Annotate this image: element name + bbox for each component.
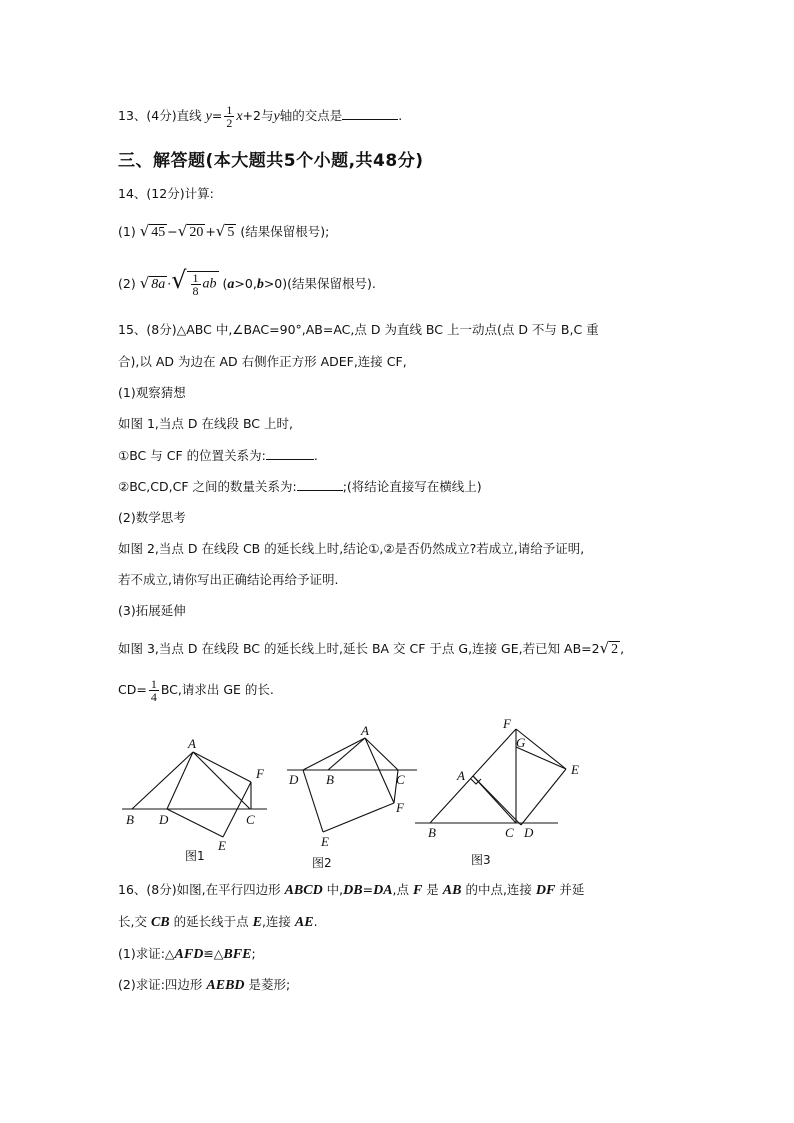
q16-da: DA	[373, 883, 393, 898]
q14-p2-r1: 8a	[151, 277, 166, 292]
sqrt-icon: √	[139, 222, 150, 240]
q16-line1	[118, 880, 584, 901]
q16-l2c: ,连接	[261, 914, 295, 929]
fig2-label-b: B	[326, 772, 334, 787]
q16-l1e: 的中点,连接	[461, 882, 536, 897]
fig3-label-c: C	[505, 825, 514, 840]
q15-s1-q2	[118, 477, 482, 497]
q15-s3-tail: BC,请求出 GE 的长.	[160, 682, 274, 697]
q13-x: x	[236, 109, 243, 124]
q13-answer-blank[interactable]	[342, 107, 398, 120]
q14-p1-op2: +	[205, 224, 216, 239]
q14-p2-a: a	[227, 277, 235, 292]
q13-line	[118, 104, 402, 129]
q14-p2-fn: 1	[192, 271, 199, 286]
q16-line2	[118, 912, 318, 933]
fig3-label-b: B	[428, 825, 436, 840]
q16-l2a: 长,交	[118, 914, 151, 929]
q16-abcd: ABCD	[284, 883, 323, 898]
q13-frac-num: 1	[226, 103, 233, 117]
q16-afd: AFD	[174, 947, 204, 962]
fig2-label-f: F	[396, 800, 404, 815]
q14-p1-op1: −	[167, 224, 178, 239]
q16-l2b: 的延长线于点	[169, 914, 253, 929]
q14-p2-label: (2)	[118, 276, 136, 291]
q14-p1-note: (结果保留根号);	[240, 224, 330, 239]
q13-axis: y	[273, 109, 280, 124]
sqrt-icon: √	[215, 222, 226, 240]
sqrt-icon: √	[139, 274, 150, 292]
q13-frac-den: 2	[226, 116, 233, 130]
q16-df: DF	[535, 883, 556, 898]
fig3-label-d: D	[524, 825, 534, 840]
fig2-label-c: C	[396, 772, 405, 787]
q14-p2-cond2: >0)	[263, 276, 288, 291]
q14-p1-label: (1)	[118, 224, 136, 239]
fig1-label-d: D	[159, 812, 169, 827]
fig3-label-a: A	[457, 768, 465, 783]
q13-fraction	[224, 104, 234, 129]
q14-p2-fd: 8	[192, 284, 199, 299]
fig1-label-a: A	[188, 736, 196, 751]
sqrt-icon: √	[599, 639, 610, 657]
fig2-caption: 图2	[312, 856, 332, 870]
section-heading: 三、解答题(本大题共5个小题,共48分)	[118, 151, 424, 171]
q15-s3-fn: 1	[150, 677, 157, 691]
q14-p2-frac	[191, 272, 201, 297]
q16-l2d: .	[313, 914, 318, 929]
q16-part2	[118, 975, 290, 996]
q16-p2end: 是菱形;	[244, 977, 291, 992]
fig2-label-e: E	[321, 834, 329, 849]
fig2-label-a: A	[361, 723, 369, 738]
fig2-label-d: D	[289, 772, 299, 787]
q16-part1	[118, 944, 256, 965]
q13-tail: 轴的交点是	[279, 108, 343, 123]
q13-number: 13、(4分)直线	[118, 108, 202, 123]
q16-l1d: 是	[422, 882, 443, 897]
q14-p1-r3: 5	[227, 225, 235, 240]
fig1-caption: 图1	[185, 849, 205, 863]
q16-p2a: (2)求证:四边形	[118, 977, 207, 992]
q15-s1-q1-end: .	[313, 448, 318, 463]
q14-p2-b: b	[256, 277, 264, 292]
q15-s3-comma: ,	[620, 641, 625, 656]
figure-2	[287, 723, 417, 870]
q14-head: 14、(12分)计算:	[118, 186, 214, 201]
q14-p1-r1: 45	[151, 225, 166, 240]
q14-p2-dot: ·	[167, 276, 172, 291]
q16-db: DB	[343, 883, 363, 898]
q15-sub1: (1)观察猜想	[118, 385, 186, 400]
q15-answer-blank-1[interactable]	[266, 447, 314, 460]
fig3-label-g: G	[516, 735, 526, 750]
q16-f: F	[412, 883, 423, 898]
q16-e: E	[252, 915, 262, 930]
q16-aebd: AEBD	[206, 978, 245, 993]
q15-s1-q2-text: ②BC,CD,CF 之间的数量关系为:	[118, 479, 297, 494]
sqrt-icon: √	[171, 266, 187, 294]
q13-eq: =	[211, 108, 223, 123]
q15-s3-line2	[118, 678, 274, 703]
q16-l1a: 16、(8分)如图,在平行四边形	[118, 882, 285, 897]
q15-s3-radicand: 2	[611, 642, 619, 657]
q16-cb: CB	[150, 915, 170, 930]
q15-s1-q2-end: ;(将结论直接写在横线上)	[342, 479, 482, 494]
sqrt-icon: √	[177, 222, 188, 240]
q16-l1f: 并延	[555, 882, 585, 897]
q13-end: .	[398, 108, 403, 123]
q16-p1end: ;	[251, 946, 256, 961]
q14-part2	[118, 266, 376, 299]
q15-s3-text: 如图 3,当点 D 在线段 BC 的延长线上时,延长 BA 交 CF 于点 G,连接 GE,若已知 AB=2	[118, 641, 600, 656]
q16-ae: AE	[294, 915, 314, 930]
fig3-label-e: E	[571, 762, 579, 777]
figures	[0, 712, 794, 887]
q15-s3-frac	[149, 678, 159, 703]
q13-rest: +2	[242, 108, 261, 123]
q14-part1	[118, 221, 329, 242]
q16-ab: AB	[442, 883, 462, 898]
figure-1	[122, 736, 267, 863]
q15-answer-blank-2[interactable]	[297, 478, 343, 491]
q16-l1c: ,点	[392, 882, 413, 897]
q16-eq: =	[362, 882, 374, 897]
q15-s3-line1	[118, 638, 624, 659]
q15-sub3: (3)拓展延伸	[118, 603, 186, 618]
q13-mid: 与	[260, 108, 274, 123]
fig1-label-b: B	[126, 812, 134, 827]
q15-s3-cd: CD=	[118, 682, 147, 697]
q15-s2-line2: 若不成立,请你写出正确结论再给予证明.	[118, 572, 339, 587]
q16-p1a: (1)求证:△	[118, 946, 175, 961]
fig1-label-c: C	[246, 812, 255, 827]
fig1-label-f: F	[256, 766, 264, 781]
figure-3	[415, 716, 579, 867]
q15-line2: 合),以 AD 为边在 AD 右侧作正方形 ADEF,连接 CF,	[118, 354, 407, 369]
q16-bfe: BFE	[223, 947, 252, 962]
q15-s1-q1-text: ①BC 与 CF 的位置关系为:	[118, 448, 266, 463]
q15-sub2: (2)数学思考	[118, 510, 186, 525]
q16-cong: ≌△	[203, 946, 224, 961]
q15-s3-fd: 4	[150, 690, 157, 704]
q15-s1-q1	[118, 446, 318, 466]
q14-p2-note: (结果保留根号).	[287, 276, 376, 291]
q14-p1-r2: 20	[189, 225, 204, 240]
fig3-caption: 图3	[471, 853, 491, 867]
fig1-label-e: E	[218, 838, 226, 853]
q15-line1: 15、(8分)△ABC 中,∠BAC=90°,AB=AC,点 D 为直线 BC 上一动点(点 D 不与 B,C 重	[118, 322, 599, 337]
q15-s1-text: 如图 1,当点 D 在线段 BC 上时,	[118, 416, 293, 431]
q15-s2-line1: 如图 2,当点 D 在线段 CB 的延长线上时,结论①,②是否仍然成立?若成立,请给予证明,	[118, 541, 585, 556]
q14-p2-cond1: >0,	[234, 276, 257, 291]
q14-p2-ab: ab	[202, 277, 217, 292]
q14-p2-radicand	[187, 271, 219, 297]
q16-l1b: 中,	[322, 882, 344, 897]
q14-p2-cond-open: (	[222, 276, 228, 291]
q13-y: y	[205, 109, 212, 124]
fig3-label-f: F	[503, 716, 511, 731]
